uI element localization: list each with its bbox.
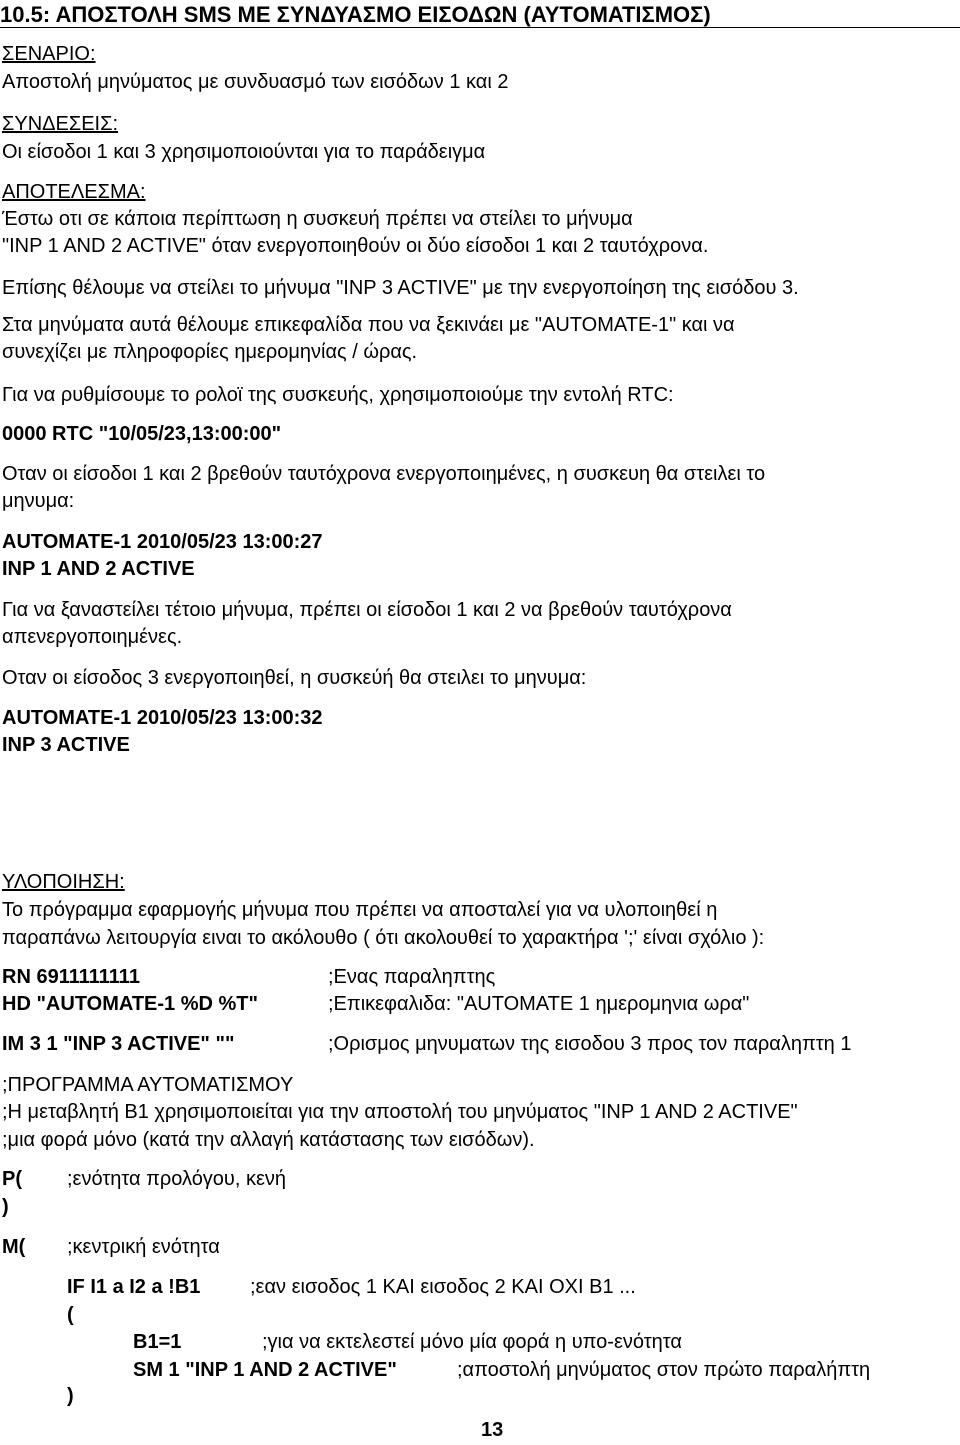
scenario-label: ΣΕΝΑΡΙΟ: [2, 43, 96, 65]
code-command: IF I1 a I2 a !B1 [67, 1276, 201, 1298]
code-comment-line: ;Η μεταβλητή Β1 χρησιμοποιείται για την αποστολή του μηνύματος "INP 1 AND 2 ACTIVE" [2, 1101, 798, 1123]
connections-label: ΣΥΝΔΕΣΕΙΣ: [2, 113, 119, 135]
result-line: απενεργοποιημένες. [2, 626, 183, 648]
code-block-open: P( [2, 1168, 22, 1190]
result-line: Έστω οτι σε κάποια περίπτωση η συσκευή πρέπει να στείλει το μήνυμα [2, 208, 633, 230]
code-comment: ;κεντρική ενότητα [67, 1236, 220, 1258]
message-example: AUTOMATE-1 2010/05/23 13:00:32 [2, 707, 323, 729]
section-title: 10.5: ΑΠΟΣΤΟΛΗ SMS ΜΕ ΣΥΝΔΥΑΣΜΟ ΕΙΣΟΔΩΝ (ΑΥΤΟΜΑΤΙΣΜΟΣ) [0, 2, 711, 27]
result-line: Στα μηνύματα αυτά θέλουμε επικεφαλίδα που να ξεκινάει με "AUTOMATE-1" και να [2, 314, 735, 336]
implementation-line: Το πρόγραμμα εφαρμογής μήνυμα που πρέπει να αποσταλεί για να υλοποιηθεί η [2, 899, 718, 921]
message-example: INP 3 ACTIVE [2, 734, 130, 756]
result-line: συνεχίζει με πληροφορίες ημερομηνίας / ώρας. [2, 341, 418, 363]
scenario-text: Αποστολή μηνύματος με συνδυασμό των εισόδων 1 και 2 [2, 71, 509, 93]
page-number: 13 [481, 1419, 504, 1441]
result-line: Οταν οι είσοδος 3 ενεργοποιηθεί, η συσκεύή θα στειλει το μηνυμα: [2, 667, 587, 689]
code-comment-line: ;μια φορά μόνο (κατά την αλλαγή κατάστασης των εισόδων). [2, 1129, 535, 1151]
code-command: B1=1 [133, 1331, 182, 1353]
code-block-close: ) [67, 1385, 74, 1407]
title-underline [0, 27, 960, 28]
message-example: INP 1 AND 2 ACTIVE [2, 558, 195, 580]
code-block-open: ( [67, 1304, 74, 1326]
result-line: Για να ρυθμίσουμε το ρολοϊ της συσκευής, χρησιμοποιούμε την εντολή RTC: [2, 384, 674, 406]
code-comment: ;Ενας παραληπτης [328, 966, 496, 988]
code-comment: ;Επικεφαλιδα: "AUTOMATE 1 ημερομηνια ωρα" [328, 993, 750, 1015]
code-comment: ;Ορισμος μηνυματων της εισοδου 3 προς τον παραληπτη 1 [328, 1033, 852, 1055]
result-label: ΑΠΟΤΕΛΕΣΜΑ: [2, 181, 146, 203]
code-command: RN 6911111111 [2, 966, 140, 988]
message-example: AUTOMATE-1 2010/05/23 13:00:27 [2, 531, 323, 553]
connections-text: Οι είσοδοι 1 και 3 χρησιμοποιούνται για το παράδειγμα [2, 141, 486, 163]
rtc-command: 0000 RTC "10/05/23,13:00:00" [2, 423, 282, 445]
code-comment: ;εαν εισοδος 1 ΚΑΙ εισοδος 2 ΚΑΙ ΟΧΙ Β1 ... [250, 1276, 636, 1298]
code-command: HD "AUTOMATE-1 %D %T" [2, 993, 259, 1015]
code-block-close: ) [2, 1196, 9, 1218]
result-line: "INP 1 AND 2 ACTIVE" όταν ενεργοποιηθούν οι δύο είσοδοι 1 και 2 ταυτόχρονα. [2, 235, 709, 257]
code-command: IM 3 1 "INP 3 ACTIVE" "" [2, 1033, 235, 1055]
result-line: Επίσης θέλουμε να στείλει το μήνυμα "INP 3 ACTIVE" με την ενεργοποίηση της εισόδου 3. [2, 277, 799, 299]
code-comment-line: ;ΠΡΟΓΡΑΜΜΑ ΑΥΤΟΜΑΤΙΣΜΟΥ [2, 1074, 294, 1096]
code-block-open: M( [2, 1236, 26, 1258]
result-line: μηνυμα: [2, 490, 75, 512]
code-command: SM 1 "INP 1 AND 2 ACTIVE" [133, 1359, 397, 1381]
code-comment: ;για να εκτελεστεί μόνο μία φορά η υπο-ενότητα [262, 1331, 682, 1353]
implementation-label: ΥΛΟΠΟΙΗΣΗ: [2, 871, 125, 893]
result-line: Οταν οι είσοδοι 1 και 2 βρεθούν ταυτόχρονα ενεργοποιημένες, η συσκευη θα στειλει το [2, 463, 766, 485]
implementation-line: παραπάνω λειτουργία ειναι το ακόλουθο ( ότι ακολουθεί το χαρακτήρα ';' είναι σχόλιο ): [2, 927, 765, 949]
code-comment: ;αποστολή μηνύματος στον πρώτο παραλήπτη [457, 1359, 871, 1381]
code-comment: ;ενότητα προλόγου, κενή [67, 1168, 287, 1190]
result-line: Για να ξαναστείλει τέτοιο μήνυμα, πρέπει οι είσοδοι 1 και 2 να βρεθούν ταυτόχρονα [2, 599, 732, 621]
